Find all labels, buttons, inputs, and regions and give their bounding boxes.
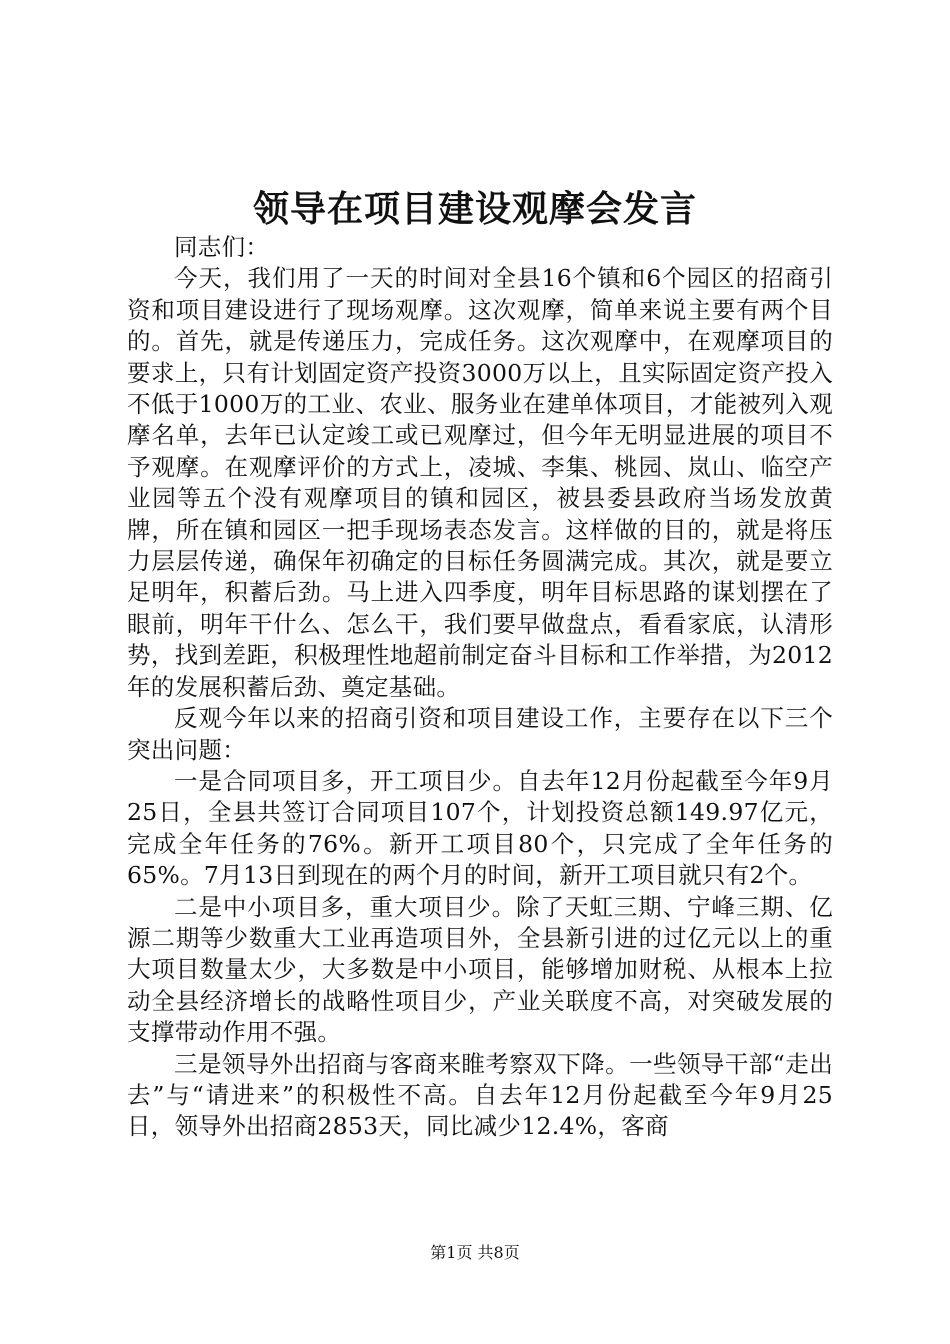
body-paragraph: 今天，我们用了一天的时间对全县16个镇和6个园区的招商引资和项目建设进行了现场观摩。这次观摩，简单来说主要有两个目的。首先，就是传递压力，完成任务。这次观摩中，在观摩项目的要求上，只有计划固定资产投资3000万以上，且实际固定资产投入不低于1000万的工业、农业、服务业在建单体项目，才能被列入观摩名单，去年已认定竣工或已观摩过，但今年无明显进展的项目不予观摩。在观摩评价的方式上，凌城、李集、桃园、岚山、临空产业园等五个没有观摩项目的镇和园区，被县委县政府当场发放黄牌，所在镇和园区一把手现场表态发言。这样做的目的，就是将压力层层传递，确保年初确定的目标任务圆满完成。其次，就是要立足明年，积蓄后劲。马上进入四季度，明年目标思路的谋划摆在了眼前，明年干什么、怎么干，我们要早做盘点，看看家底，认清形势，找到差距，积极理性地超前制定奋斗目标和工作举措，为2012年的发展积蓄后劲、奠定基础。 bbox=[127, 264, 833, 701]
body-paragraph: 二是中小项目多，重大项目少。除了天虹三期、宁峰三期、亿源二期等少数重大工业再造项目外，全县新引进的过亿元以上的重大项目数量太少，大多数是中小项目，能够增加财税、从根本上拉动全县经济增长的战略性项目少，产业关联度不高，对突破发展的支撑带动作用不强。 bbox=[127, 892, 833, 1047]
document-title: 领导在项目建设观摩会发言 bbox=[252, 188, 697, 230]
document-body bbox=[127, 232, 833, 1143]
page-number-footer: 第1页 共8页 bbox=[430, 1243, 520, 1262]
body-paragraph: 一是合同项目多，开工项目少。自去年12月份起截至今年9月25日，全县共签订合同项目107个，计划投资总额149.97亿元，完成全年任务的76%。新开工项目80个，只完成了全年任务的65%。7月13日到现在的两个月的时间，新开工项目就只有2个。 bbox=[127, 766, 833, 890]
body-paragraph: 三是领导外出招商与客商来睢考察双下降。一些领导干部“走出去”与“请进来”的积极性不高。自去年12月份起截至今年9月25日，领导外出招商2853天，同比减少12.4%，客商 bbox=[127, 1049, 833, 1141]
body-paragraph: 反观今年以来的招商引资和项目建设工作，主要存在以下三个突出问题： bbox=[127, 704, 833, 764]
salutation-paragraph: 同志们： bbox=[174, 233, 270, 261]
